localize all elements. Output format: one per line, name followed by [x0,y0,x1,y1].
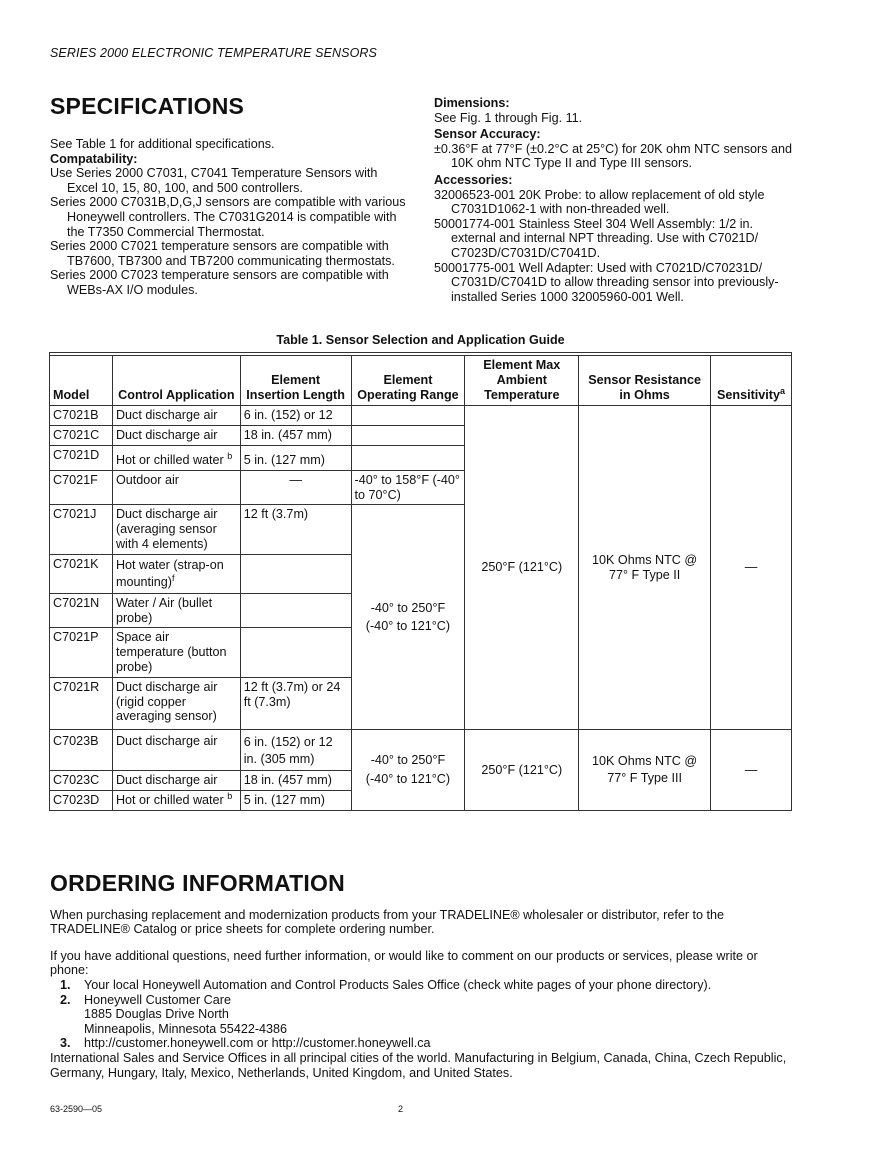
cell-resistance: 10K Ohms NTC @ 77° F Type III [579,730,711,811]
cell-insertion: 6 in. (152) or 12 in. (305 mm) [240,730,351,771]
cell-model: C7023D [50,790,113,810]
cell-insertion: 12 ft (3.7m) [240,505,351,554]
cell-insertion: 5 in. (127 mm) [240,790,351,810]
compat-item: Series 2000 C7031B,D,G,J sensors are compatible with various Honeywell controllers. The C7031G2014 is compatible with the T7350 Commercial Thermostat. [50,195,406,239]
ordering-section [50,870,795,1080]
cell-model: C7021B [50,406,113,426]
cell-control: Hot or chilled water $^b$ [112,445,240,470]
cell-control: Hot or chilled water $^b$ [112,790,240,810]
cell-operating: -40° to 250°F (-40° to 121°C) [351,730,465,811]
col-header-ambient: Element Max Ambient Temperature [465,356,579,406]
cell-model: C7021J [50,505,113,554]
list-item: 3. http://customer.honeywell.com or http://customer.honeywell.ca [60,1036,431,1051]
col-header-resistance: Sensor Resistance in Ohms [579,356,711,406]
cell-insertion [240,628,351,677]
table-header-row [50,356,792,406]
cell-control: Duct discharge air [112,426,240,446]
page-number: 2 [398,1104,404,1114]
col-header-insertion: Element Insertion Length [240,356,351,406]
cell-sensitivity: — [710,406,791,730]
compat-item: Series 2000 C7023 temperature sensors are compatible with WEBs-AX I/O modules. [50,268,389,297]
specifications-right-column [434,96,794,304]
ordering-title: ORDERING INFORMATION [50,870,345,896]
ordering-para-2: If you have additional questions, need further information, or would like to comment on our products or services, please write or phone: [50,948,758,978]
cell-insertion: 18 in. (457 mm) [240,771,351,791]
accessory-item: 50001774-001 Stainless Steel 304 Well Assembly: 1/2 in. external and internal NPT threading. Use with C7021D/ C7023D/C7031D/C7041D. [434,216,759,260]
cell-insertion: 6 in. (152) or 12 [240,406,351,426]
specifications-section [50,93,410,298]
cell-control: Hot water (strap-on mounting)$^f$ [112,554,240,593]
cell-sensitivity: — [710,730,791,811]
cell-operating: -40° to 250°F (-40° to 121°C) [351,505,465,730]
compat-item: Use Series 2000 C7031, C7041 Temperature Sensors with Excel 10, 15, 80, 100, and 500 controllers. [50,166,378,195]
contact-list [50,978,795,1051]
cell-insertion: 5 in. (127 mm) [240,445,351,470]
accuracy-text: ±0.36°F at 77°F (±0.2°C at 25°C) for 20K ohm NTC sensors and 10K ohm NTC Type II and Type III sensors. [434,141,793,171]
cell-model: C7021R [50,677,113,729]
cell-model: C7023B [50,730,113,771]
cell-model: C7021N [50,593,113,628]
cell-control: Duct discharge air [112,771,240,791]
cell-operating: -40° to 158°F (-40° to 70°C) [351,470,465,505]
cell-model: C7021D [50,445,113,470]
col-header-model: Model [50,356,113,406]
document-number: 63-2590—05 [50,1104,103,1114]
col-header-operating: Element Operating Range [351,356,465,406]
cell-model: C7021F [50,470,113,505]
table-row [50,730,792,771]
cell-operating [351,426,465,446]
cell-insertion: — [240,470,351,505]
cell-control: Water / Air (bullet probe) [112,593,240,628]
specifications-title: SPECIFICATIONS [50,93,245,119]
compat-label: Compatability: [50,151,138,166]
cell-insertion: 12 ft (3.7m) or 24 ft (7.3m) [240,677,351,729]
sensor-selection-table [49,352,792,811]
cell-model: C7023C [50,771,113,791]
website-links[interactable]: http://customer.honeywell.com or http://customer.honeywell.ca [84,1036,431,1051]
accuracy-label: Sensor Accuracy: [434,127,541,142]
cell-control: Duct discharge air (rigid copper averaging sensor) [112,677,240,729]
cell-control: Duct discharge air [112,730,240,771]
cell-insertion: 18 in. (457 mm) [240,426,351,446]
cell-insertion [240,593,351,628]
accessory-item: 32006523-001 20K Probe: to allow replacement of old style C7031D1062-1 with non-threaded well. [434,187,765,217]
cell-ambient: 250°F (121°C) [465,406,579,730]
running-header: SERIES 2000 ELECTRONIC TEMPERATURE SENSORS [50,46,377,60]
cell-control: Outdoor air [112,470,240,505]
cell-operating [351,406,465,426]
cell-model: C7021K [50,554,113,593]
cell-insertion [240,554,351,593]
cell-model: C7021C [50,426,113,446]
col-header-control: Control Application [112,356,240,406]
cell-operating [351,445,465,470]
compat-item: Series 2000 C7021 temperature sensors are compatible with TB7600, TB7300 and TB7200 communicating thermostats. [50,239,395,268]
accessories-label: Accessories: [434,172,513,187]
cell-resistance: 10K Ohms NTC @ 77° F Type II [579,406,711,730]
cell-control: Duct discharge air (averaging sensor with 4 elements) [112,505,240,554]
accessory-item: 50001775-001 Well Adapter: Used with C7021D/C70231D/ C7031D/C7041D to allow threading sensor into previously-installed Series 1000 32005960-001 Well. [434,260,779,304]
cell-control: Space air temperature (button probe) [112,628,240,677]
cell-model: C7021P [50,628,113,677]
list-item: 1. Your local Honeywell Automation and Control Products Sales Office (check white pages of your phone directory). [60,977,712,992]
ordering-closing: International Sales and Service Offices in all principal cities of the world. Manufacturing in Belgium, Canada, China, Czech Republic, Germany, Hungary, Italy, Mexico, Netherlands, United Kingdom, and United States. [50,1050,787,1080]
cell-control: Duct discharge air [112,406,240,426]
table-caption: Table 1. Sensor Selection and Application Guide [276,333,565,347]
col-header-sensitivity: Sensitivity$^a$ [710,356,791,406]
dimensions-label: Dimensions: [434,96,510,110]
list-item: 2. Honeywell Customer Care 1885 Douglas Drive North Minneapolis, Minnesota 55422-4386 [60,992,288,1036]
ordering-para-1: When purchasing replacement and modernization products from your TRADELINE® wholesaler or distributor, refer to the TRADELINE® Catalog or price sheets for complete ordering number. [50,907,725,937]
dimensions-text: See Fig. 1 through Fig. 11. [434,110,583,125]
cell-ambient: 250°F (121°C) [465,730,579,811]
spec-intro: See Table 1 for additional specifications. [50,137,275,151]
table-row [50,406,792,426]
